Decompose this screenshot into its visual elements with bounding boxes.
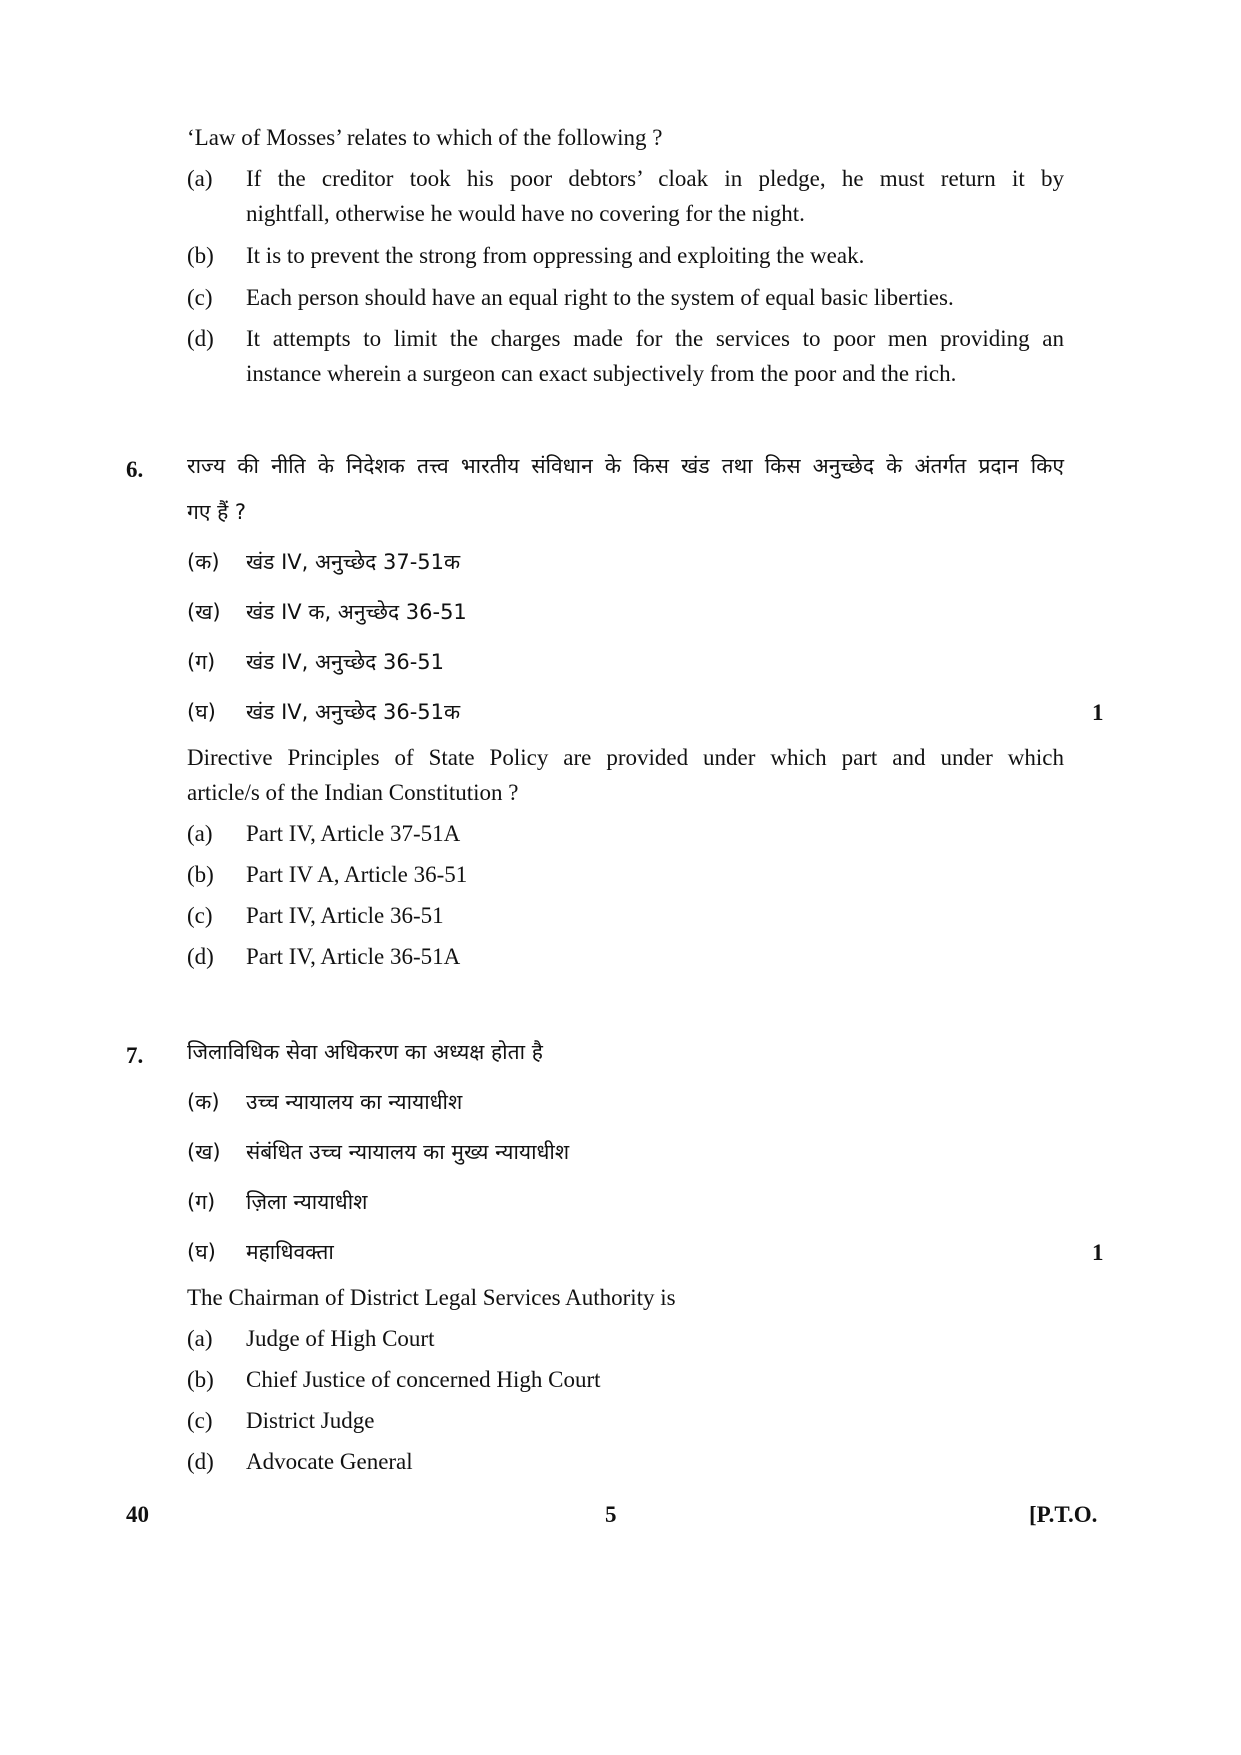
q6-number: 6. — [126, 457, 144, 482]
q6-hindi-option-ka-label: (क) — [187, 550, 220, 574]
q5-option-c-text: Each person should have an equal right to the system of equal basic liberties. — [246, 285, 954, 310]
q7-hindi-option-gha-text: महाधिवक्ता — [246, 1240, 334, 1264]
q6-option-b-label: (b) — [187, 862, 214, 887]
q7-hindi-stem: जिलाविधिक सेवा अधिकरण का अध्यक्ष होता है — [187, 1040, 543, 1064]
q6-option-c-text: Part IV, Article 36-51 — [246, 903, 444, 928]
q6-hindi-stem-line2: गए हैं ? — [187, 500, 247, 524]
q7-hindi-option-kha-label: (ख) — [187, 1140, 221, 1164]
q5-option-a-label: (a) — [187, 166, 213, 191]
q6-hindi-stem-line1: राज्य की नीति के निदेशक तत्त्व भारतीय संविधान के किस खंड तथा किस अनुच्छेद के अंतर्गत प्रदान किए — [187, 454, 1064, 478]
q7-option-a-label: (a) — [187, 1326, 213, 1351]
q5-option-b-label: (b) — [187, 243, 214, 268]
q5-option-c-label: (c) — [187, 285, 213, 310]
q7-option-c-text: District Judge — [246, 1408, 375, 1433]
q7-number: 7. — [126, 1043, 144, 1068]
q7-option-d-label: (d) — [187, 1449, 214, 1474]
q6-option-b-text: Part IV A, Article 36-51 — [246, 862, 468, 887]
q7-option-a-text: Judge of High Court — [246, 1326, 435, 1351]
q6-option-d-label: (d) — [187, 944, 214, 969]
q5-option-a-line1: If the creditor took his poor debtors’ cloak in pledge, he must return it by — [246, 166, 1064, 191]
q7-hindi-option-ga-label: (ग) — [187, 1190, 216, 1214]
q6-hindi-option-gha-text: खंड IV, अनुच्छेद 36-51क — [246, 700, 461, 724]
q6-option-a-label: (a) — [187, 821, 213, 846]
q6-hindi-option-ga-label: (ग) — [187, 650, 216, 674]
q6-hindi-option-ka-text: खंड IV, अनुच्छेद 37-51क — [246, 550, 461, 574]
q6-hindi-option-kha-label: (ख) — [187, 600, 221, 624]
q7-hindi-option-ka-text: उच्च न्यायालय का न्यायाधीश — [246, 1090, 463, 1114]
q6-option-c-label: (c) — [187, 903, 213, 928]
q6-option-a-text: Part IV, Article 37-51A — [246, 821, 461, 846]
q5-stem: ‘Law of Mosses’ relates to which of the following ? — [187, 125, 663, 150]
q5-option-b-text: It is to prevent the strong from oppressing and exploiting the weak. — [246, 243, 865, 268]
q6-english-stem-line1: Directive Principles of State Policy are provided under which part and under which — [187, 745, 1064, 770]
q7-hindi-option-gha-label: (घ) — [187, 1240, 216, 1264]
q5-option-d-line1: It attempts to limit the charges made for the services to poor men providing an — [246, 326, 1064, 351]
footer-paper-code: 40 — [126, 1502, 149, 1527]
q5-option-d-line2: instance wherein a surgeon can exact subjectively from the poor and the rich. — [246, 361, 957, 386]
q6-hindi-option-ga-text: खंड IV, अनुच्छेद 36-51 — [246, 650, 444, 674]
q7-marks: 1 — [1092, 1240, 1104, 1265]
q7-hindi-option-ka-label: (क) — [187, 1090, 220, 1114]
q7-english-stem: The Chairman of District Legal Services Authority is — [187, 1285, 676, 1310]
q7-option-d-text: Advocate General — [246, 1449, 413, 1474]
q6-hindi-option-kha-text: खंड IV क, अनुच्छेद 36-51 — [246, 600, 467, 624]
q6-option-d-text: Part IV, Article 36-51A — [246, 944, 461, 969]
q7-hindi-option-kha-text: संबंधित उच्च न्यायालय का मुख्य न्यायाधीश — [246, 1140, 570, 1164]
q6-marks: 1 — [1092, 700, 1104, 725]
q7-option-b-label: (b) — [187, 1367, 214, 1392]
q7-option-b-text: Chief Justice of concerned High Court — [246, 1367, 601, 1392]
q7-hindi-option-ga-text: ज़िला न्यायाधीश — [246, 1190, 368, 1214]
q6-english-stem-line2: article/s of the Indian Constitution ? — [187, 780, 519, 805]
q6-hindi-option-gha-label: (घ) — [187, 700, 216, 724]
q7-option-c-label: (c) — [187, 1408, 213, 1433]
q5-option-a-line2: nightfall, otherwise he would have no covering for the night. — [246, 201, 805, 226]
footer-page-number: 5 — [605, 1502, 617, 1527]
q5-option-d-label: (d) — [187, 326, 214, 351]
footer-pto: [P.T.O. — [1029, 1502, 1098, 1527]
